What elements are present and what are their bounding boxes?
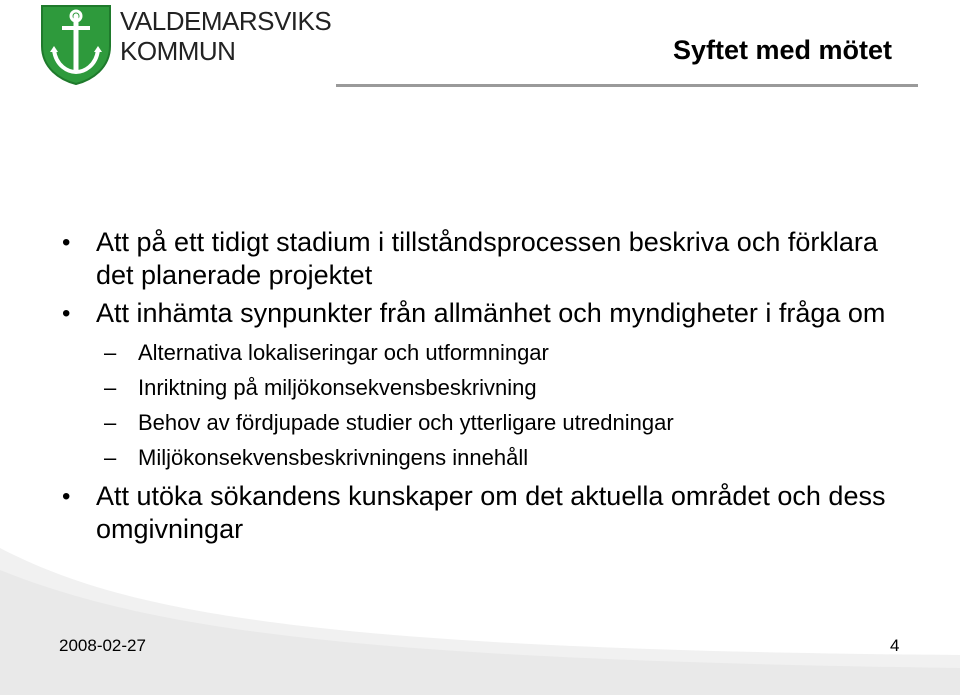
sub-bullet-text: Alternativa lokaliseringar och utformningar <box>138 340 549 365</box>
bullet-item <box>62 226 922 292</box>
sub-bullet-list <box>62 335 922 475</box>
dash-marker: – <box>104 375 117 400</box>
org-name-line2: KOMMUN <box>120 36 236 66</box>
title-divider <box>336 84 918 87</box>
org-name-line1: VALDEMARSVIKS <box>120 6 332 36</box>
sub-bullet-text: Behov av fördjupade studier och ytterligare utredningar <box>138 410 674 435</box>
page-number: 4 <box>890 636 900 655</box>
municipality-logo <box>40 4 340 86</box>
sub-bullet-item <box>62 335 922 370</box>
dash-marker: – <box>104 445 117 470</box>
bullet-text: Att på ett tidigt stadium i tillståndsprocessen beskriva och förklara det planerade projektet <box>96 227 878 290</box>
footer-date: 2008-02-27 <box>59 636 146 655</box>
dash-marker: – <box>104 410 117 435</box>
bullet-item <box>62 480 922 546</box>
bullet-text: Att inhämta synpunkter från allmänhet och myndigheter i fråga om <box>96 298 886 328</box>
sub-bullet-item <box>62 405 922 440</box>
bullet-text: Att utöka sökandens kunskaper om det aktuella området och dess omgivningar <box>96 481 886 544</box>
slide-title: Syftet med mötet <box>672 35 892 65</box>
bullet-marker: • <box>62 229 71 256</box>
municipality-name <box>120 6 331 66</box>
dash-marker: – <box>104 340 117 365</box>
bullet-item <box>62 297 922 330</box>
sub-bullet-text: Miljökonsekvensbeskrivningens innehåll <box>138 445 529 470</box>
sub-bullet-item <box>62 370 922 405</box>
bullet-marker: • <box>62 483 71 510</box>
anchor-shield-icon <box>40 4 112 86</box>
bullet-marker: • <box>62 300 71 327</box>
slide-body <box>62 226 922 551</box>
sub-bullet-item <box>62 440 922 475</box>
sub-bullet-text: Inriktning på miljökonsekvensbeskrivning <box>138 375 537 400</box>
